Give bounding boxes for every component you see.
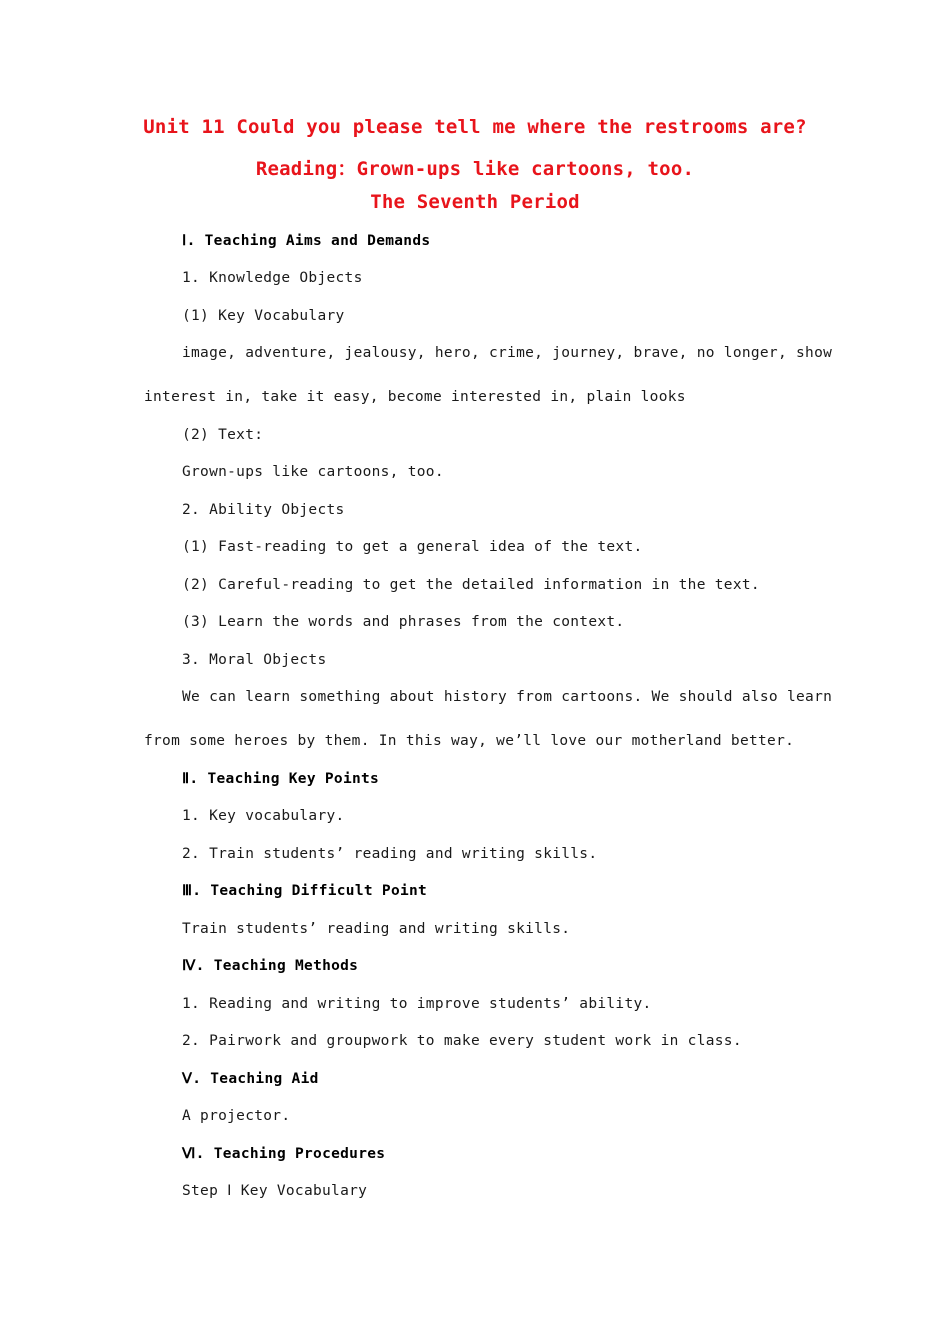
moral-objects-label: 3. Moral Objects bbox=[182, 652, 327, 668]
document-title: Unit 11 Could you please tell me where the restrooms are? bbox=[143, 116, 807, 138]
section-heading-difficult-point: Ⅲ. Teaching Difficult Point bbox=[182, 883, 428, 899]
knowledge-objects-label: 1. Knowledge Objects bbox=[182, 270, 363, 286]
text-title: Grown-ups like cartoons, too. bbox=[182, 464, 444, 480]
document-subtitle: Reading：Grown-ups like cartoons, too. bbox=[255, 158, 695, 180]
section-heading-methods: Ⅳ. Teaching Methods bbox=[182, 958, 359, 974]
ability-item: (3) Learn the words and phrases from the context. bbox=[182, 614, 625, 630]
aid-item: A projector. bbox=[182, 1108, 291, 1124]
key-vocabulary-label: (1) Key Vocabulary bbox=[182, 308, 345, 324]
text-label: (2) Text: bbox=[182, 427, 264, 443]
key-point-item: 1. Key vocabulary. bbox=[182, 808, 345, 824]
period-title: The Seventh Period bbox=[370, 191, 580, 213]
vocabulary-list-line: image, adventure, jealousy, hero, crime, journey, brave, no longer, show bbox=[182, 345, 833, 361]
ability-item: (1) Fast-reading to get a general idea of the text. bbox=[182, 539, 643, 555]
key-point-item: 2. Train students’ reading and writing skills. bbox=[182, 846, 598, 862]
section-heading-aid: Ⅴ. Teaching Aid bbox=[182, 1071, 319, 1087]
section-heading-aims: Ⅰ. Teaching Aims and Demands bbox=[182, 233, 431, 249]
procedure-step: Step Ⅰ Key Vocabulary bbox=[182, 1183, 368, 1199]
ability-item: (2) Careful-reading to get the detailed information in the text. bbox=[182, 577, 760, 593]
difficult-point-item: Train students’ reading and writing skills. bbox=[182, 921, 571, 937]
method-item: 1. Reading and writing to improve students’ ability. bbox=[182, 996, 652, 1012]
ability-objects-label: 2. Ability Objects bbox=[182, 502, 345, 518]
method-item: 2. Pairwork and groupwork to make every student work in class. bbox=[182, 1033, 742, 1049]
vocabulary-list-line: interest in, take it easy, become interested in, plain looks bbox=[144, 389, 686, 405]
section-heading-procedures: Ⅵ. Teaching Procedures bbox=[182, 1146, 386, 1162]
moral-paragraph-line: We can learn something about history from cartoons. We should also learn bbox=[182, 689, 833, 705]
section-heading-key-points: Ⅱ. Teaching Key Points bbox=[182, 771, 380, 787]
moral-paragraph-line: from some heroes by them. In this way, we’ll love our motherland better. bbox=[144, 733, 795, 749]
